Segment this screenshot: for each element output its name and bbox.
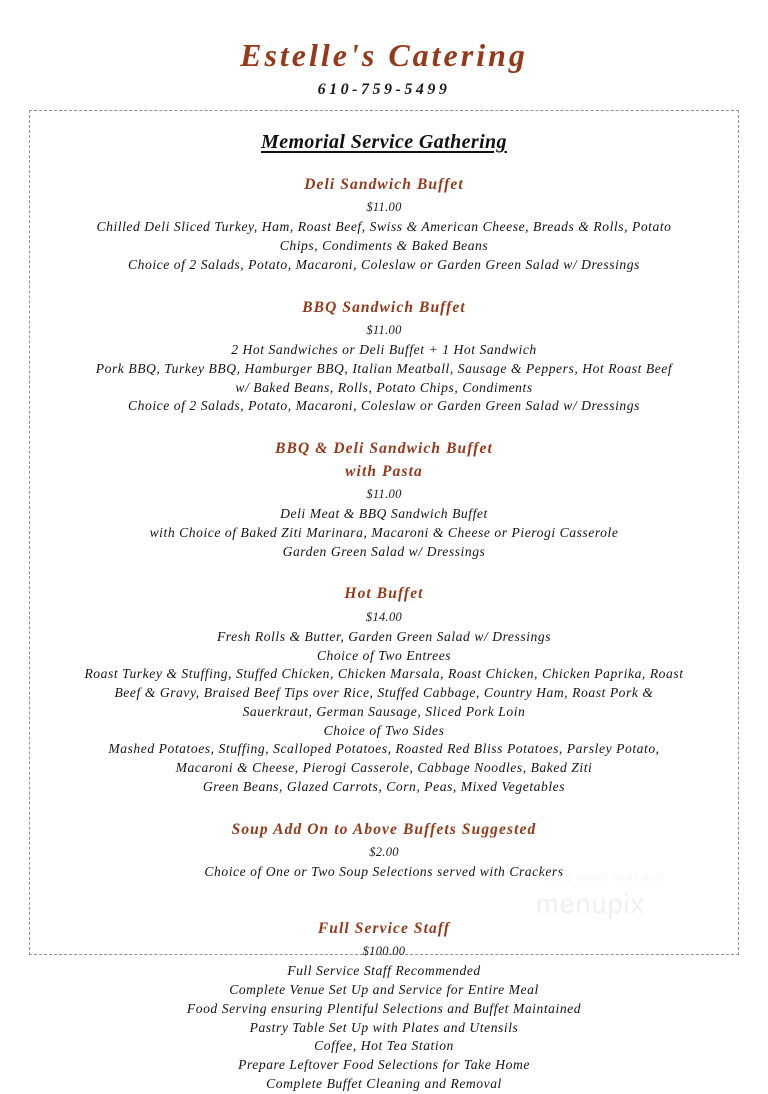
section-price: $11.00 bbox=[366, 487, 402, 502]
menu-section bbox=[46, 174, 722, 275]
section-title: BBQ Sandwich Buffet bbox=[302, 298, 466, 316]
menu-line: with Choice of Baked Ziti Marinara, Macaroni & Cheese or Pierogi Casserole bbox=[149, 524, 619, 540]
menu-sections bbox=[46, 174, 722, 1094]
section-price: $2.00 bbox=[369, 845, 399, 860]
phone-number: 610-759-5499 bbox=[317, 81, 451, 99]
section-description bbox=[46, 341, 722, 416]
menu-line: Garden Green Salad w/ Dressings bbox=[282, 543, 486, 559]
menu-title: Memorial Service Gathering bbox=[261, 131, 507, 153]
menu-line: Green Beans, Glazed Carrots, Corn, Peas, Mixed Vegetables bbox=[202, 778, 566, 794]
section-title: Full Service Staff bbox=[317, 919, 451, 937]
section-title: Deli Sandwich Buffet bbox=[304, 176, 464, 193]
section-description bbox=[46, 218, 722, 274]
business-name: Estelle's Catering bbox=[240, 37, 528, 73]
menu-content bbox=[30, 111, 738, 1094]
menu-header bbox=[0, 0, 768, 99]
menu-section bbox=[46, 438, 722, 561]
section-price: $100.00 bbox=[362, 944, 406, 959]
menu-line: Pastry Table Set Up with Plates and Utensils bbox=[249, 1019, 519, 1035]
menu-line: Choice of One or Two Soup Selections served with Crackers bbox=[204, 864, 564, 880]
menu-line: 2 Hot Sandwiches or Deli Buffet + 1 Hot Sandwich bbox=[231, 342, 537, 358]
section-description bbox=[46, 628, 722, 797]
menu-panel bbox=[29, 110, 739, 1091]
menu-line: Mashed Potatoes, Stuffing, Scalloped Potatoes, Roasted Red Bliss Potatoes, Parsley Potato, bbox=[108, 741, 660, 757]
menu-line: Fresh Rolls & Butter, Garden Green Salad w/ Dressings bbox=[216, 628, 552, 644]
menu-line: Choice of Two Sides bbox=[323, 722, 445, 738]
menu-line: Choice of 2 Salads, Potato, Macaroni, Coleslaw or Garden Green Salad w/ Dressings bbox=[128, 398, 640, 414]
menu-line: Complete Buffet Cleaning and Removal bbox=[266, 1075, 502, 1091]
menu-line: Pork BBQ, Turkey BBQ, Hamburger BBQ, Italian Meatball, Sausage & Peppers, Hot Roast Beef bbox=[95, 360, 673, 376]
menu-line: Deli Meat & BBQ Sandwich Buffet bbox=[280, 506, 488, 522]
menu-section bbox=[46, 297, 722, 416]
menu-line: Complete Venue Set Up and Service for Entire Meal bbox=[229, 982, 539, 998]
menu-line: Prepare Leftover Food Selections for Take Home bbox=[238, 1057, 530, 1073]
menu-line: Choice of 2 Salads, Potato, Macaroni, Coleslaw or Garden Green Salad w/ Dressings bbox=[128, 256, 640, 272]
section-description bbox=[46, 863, 722, 882]
menu-line: Coffee, Hot Tea Station bbox=[314, 1038, 454, 1054]
section-title: BBQ & Deli Sandwich Buffet bbox=[275, 440, 493, 458]
menu-section bbox=[46, 819, 722, 882]
menu-line: Beef & Gravy, Braised Beef Tips over Rice, Stuffed Cabbage, Country Ham, Roast Pork & bbox=[114, 685, 654, 701]
section-title-line2: with Pasta bbox=[345, 462, 423, 480]
section-title: Hot Buffet bbox=[344, 585, 424, 603]
watermark-secondary: find a menu near you bbox=[540, 872, 664, 884]
section-price: $11.00 bbox=[366, 200, 402, 215]
menupix-watermark: menupix bbox=[536, 889, 646, 919]
section-price: $11.00 bbox=[366, 323, 402, 338]
section-price: $14.00 bbox=[365, 609, 403, 624]
menu-line: Macaroni & Cheese, Pierogi Casserole, Cabbage Noodles, Baked Ziti bbox=[175, 760, 593, 776]
menu-line: Chilled Deli Sliced Turkey, Ham, Roast Beef, Swiss & American Cheese, Breads & Rolls, Potato bbox=[96, 219, 672, 235]
section-description bbox=[46, 962, 722, 1093]
menu-line: Sauerkraut, German Sausage, Sliced Pork Loin bbox=[242, 703, 526, 719]
menu-line: Choice of Two Entrees bbox=[316, 647, 452, 663]
section-title: Soup Add On to Above Buffets Suggested bbox=[231, 820, 537, 838]
menu-line: Food Serving ensuring Plentiful Selections and Buffet Maintained bbox=[186, 1000, 582, 1016]
menu-line: Full Service Staff Recommended bbox=[287, 963, 481, 979]
section-description bbox=[46, 505, 722, 561]
menu-line: w/ Baked Beans, Rolls, Potato Chips, Condiments bbox=[235, 379, 533, 395]
menu-line: Roast Turkey & Stuffing, Stuffed Chicken, Chicken Marsala, Roast Chicken, Chicken Paprika, Roast bbox=[84, 666, 684, 682]
menu-line: Chips, Condiments & Baked Beans bbox=[279, 238, 489, 254]
menu-section bbox=[46, 583, 722, 796]
menu-section bbox=[46, 918, 722, 1094]
